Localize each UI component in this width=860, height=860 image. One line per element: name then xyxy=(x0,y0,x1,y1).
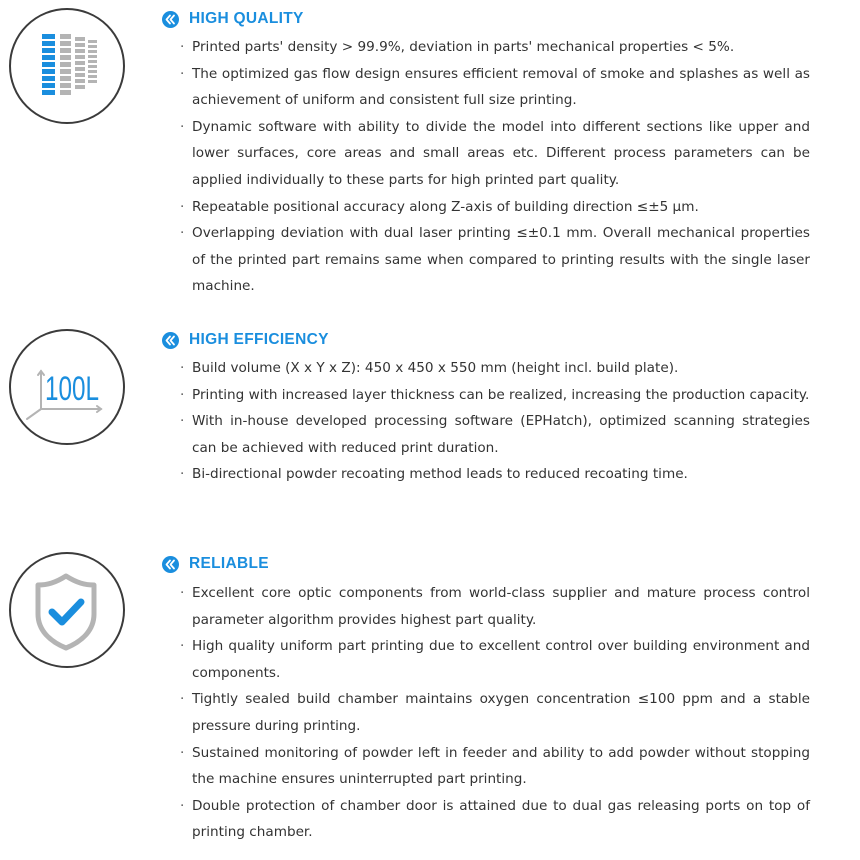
list-item: · Printed parts' density > 99.9%, deviation in parts' mechanical properties < 5%. xyxy=(180,39,735,55)
double-chevron-left-icon xyxy=(162,556,179,573)
bullet-list xyxy=(180,580,810,846)
density-bars-icon xyxy=(11,10,123,122)
list-item: · The optimized gas flow design ensures efficient removal of smoke and splashes as well as achievement of uniform and consistent full size printing. xyxy=(180,65,810,109)
bullet-list xyxy=(180,355,810,488)
density-bars-icon-circle xyxy=(9,8,125,124)
list-item: · Printing with increased layer thickness can be realized, increasing the production capacity. xyxy=(180,386,810,403)
double-chevron-left-icon xyxy=(162,332,179,349)
list-item: · Bi-directional powder recoating method leads to reduced recoating time. xyxy=(180,466,688,483)
double-chevron-left-icon xyxy=(162,11,179,28)
shield-check-icon xyxy=(11,554,123,666)
volume-100l-icon-circle xyxy=(9,329,125,445)
list-item: · With in-house developed processing software (EPHatch), optimized scanning strategies can be achieved with reduced print duration. xyxy=(180,413,810,456)
section-title-row xyxy=(162,553,269,575)
list-item: · Double protection of chamber door is attained due to dual gas releasing ports on top of printing chamber. xyxy=(180,797,810,841)
list-item: · High quality uniform part printing due to excellent control over building environment and components. xyxy=(180,638,810,681)
list-item: · Dynamic software with ability to divide the model into different sections like upper and lower surfaces, core areas and small areas etc. Different process parameters can be applied individually to these parts for high printed part quality. xyxy=(180,118,810,188)
list-item: · Sustained monitoring of powder left in feeder and ability to add powder without stopping the machine ensures uninterrupted part printing. xyxy=(180,744,810,788)
list-item: · Tightly sealed build chamber maintains oxygen concentration ≤100 ppm and a stable pressure during printing. xyxy=(180,691,810,734)
volume-100l-icon xyxy=(11,331,123,443)
list-item: · Build volume (X x Y x Z): 450 x 450 x 550 mm (height incl. build plate). xyxy=(180,360,679,376)
volume-label: 100L xyxy=(45,370,99,408)
bullet-list xyxy=(180,34,810,300)
list-item: · Repeatable positional accuracy along Z-axis of building direction ≤±5 μm. xyxy=(180,198,699,215)
section-title: RELIABLE xyxy=(189,555,269,572)
section-title: HIGH QUALITY xyxy=(189,10,304,27)
section-title: HIGH EFFICIENCY xyxy=(189,331,329,348)
list-item: · Overlapping deviation with dual laser printing ≤±0.1 mm. Overall mechanical properties of the printed part remains same when compared to printing results with the single laser machine. xyxy=(180,225,810,295)
list-item: · Excellent core optic components from world-class supplier and mature process control parameter algorithm provides highest part quality. xyxy=(180,585,810,628)
section-title-row xyxy=(162,8,304,30)
shield-check-icon-circle xyxy=(9,552,125,668)
section-title-row xyxy=(162,329,329,351)
